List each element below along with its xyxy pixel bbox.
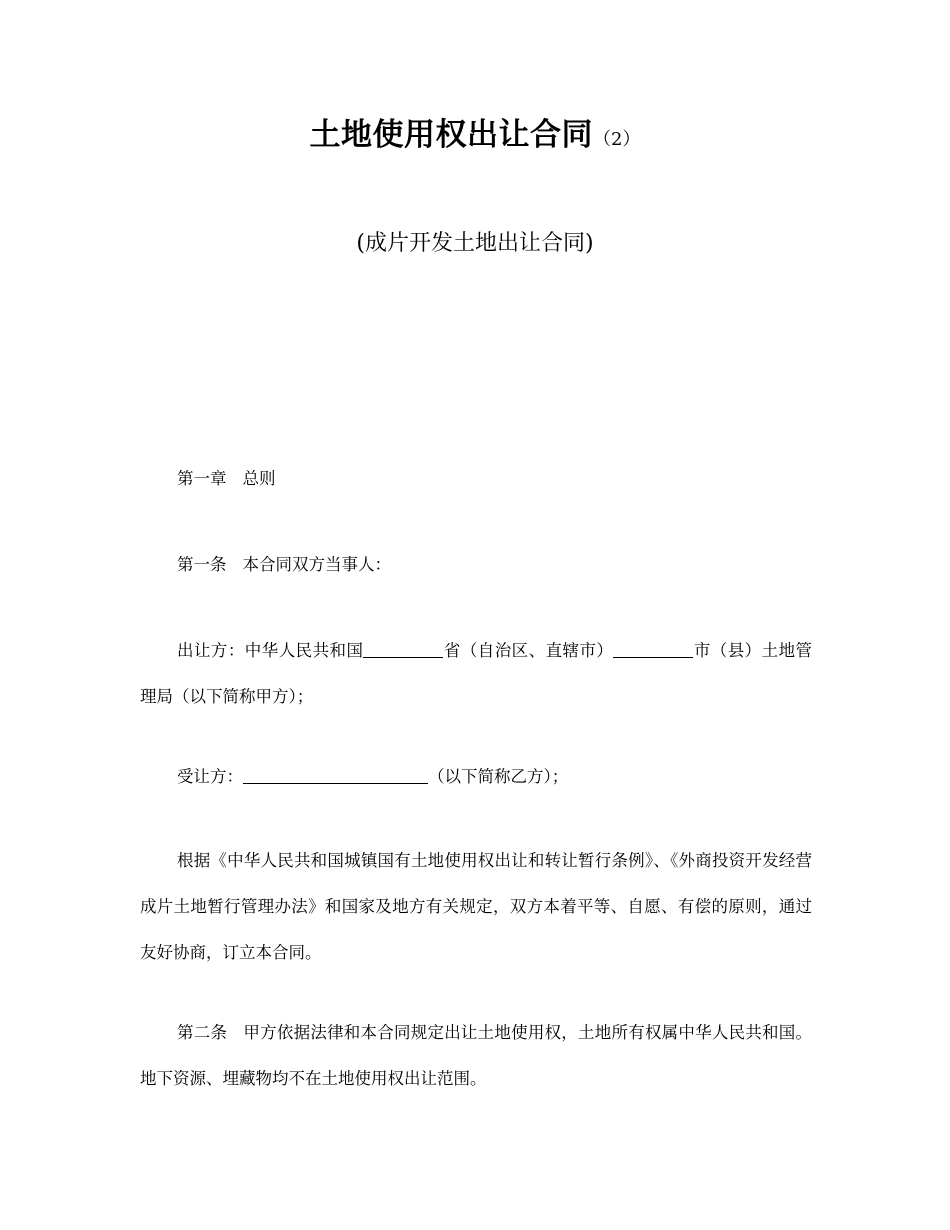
transferor-prefix: 出让方：中华人民共和国 — [177, 641, 364, 660]
article-1 — [140, 542, 812, 588]
city-blank — [613, 639, 693, 658]
article-2-label: 第二条 — [177, 1023, 228, 1042]
basis-paragraph: 根据《中华人民共和国城镇国有土地使用权出让和转让暂行条例》、《外商投资开发经营成片土地暂行管理办法》和国家及地方有关规定，双方本着平等、自愿、有偿的原则，通过友好协商，订立本合同。 — [140, 851, 812, 962]
article-2 — [140, 1010, 812, 1102]
transferee-suffix: （以下简称乙方）； — [428, 767, 569, 786]
article-1-label: 第一条 — [177, 555, 227, 574]
document-subtitle: (成片开发土地出让合同) — [356, 231, 594, 256]
transferee-name-blank — [243, 765, 428, 784]
article-2-text: 甲方依据法律和本合同规定出让土地使用权，土地所有权属中华人民共和国。地下资源、埋藏物均不在土地使用权出让范围。 — [140, 1023, 813, 1088]
chapter-name: 总则 — [242, 469, 276, 488]
chapter-heading — [140, 456, 812, 502]
transferor-suffix: 市（县）土地管理局（以下简称甲方）； — [140, 641, 813, 706]
title-text: 土地使用权出让合同 — [309, 117, 594, 153]
title-suffix: （2） — [593, 129, 641, 150]
transferee-paragraph — [140, 754, 812, 800]
transferor-middle: 省（自治区、直辖市） — [443, 641, 614, 660]
article-1-text: 本合同双方当事人： — [242, 555, 391, 574]
transferee-prefix: 受让方： — [177, 767, 243, 786]
transferor-paragraph — [140, 628, 812, 720]
province-blank — [363, 639, 443, 658]
document-title — [0, 113, 950, 162]
chapter-label: 第一章 — [177, 469, 227, 488]
